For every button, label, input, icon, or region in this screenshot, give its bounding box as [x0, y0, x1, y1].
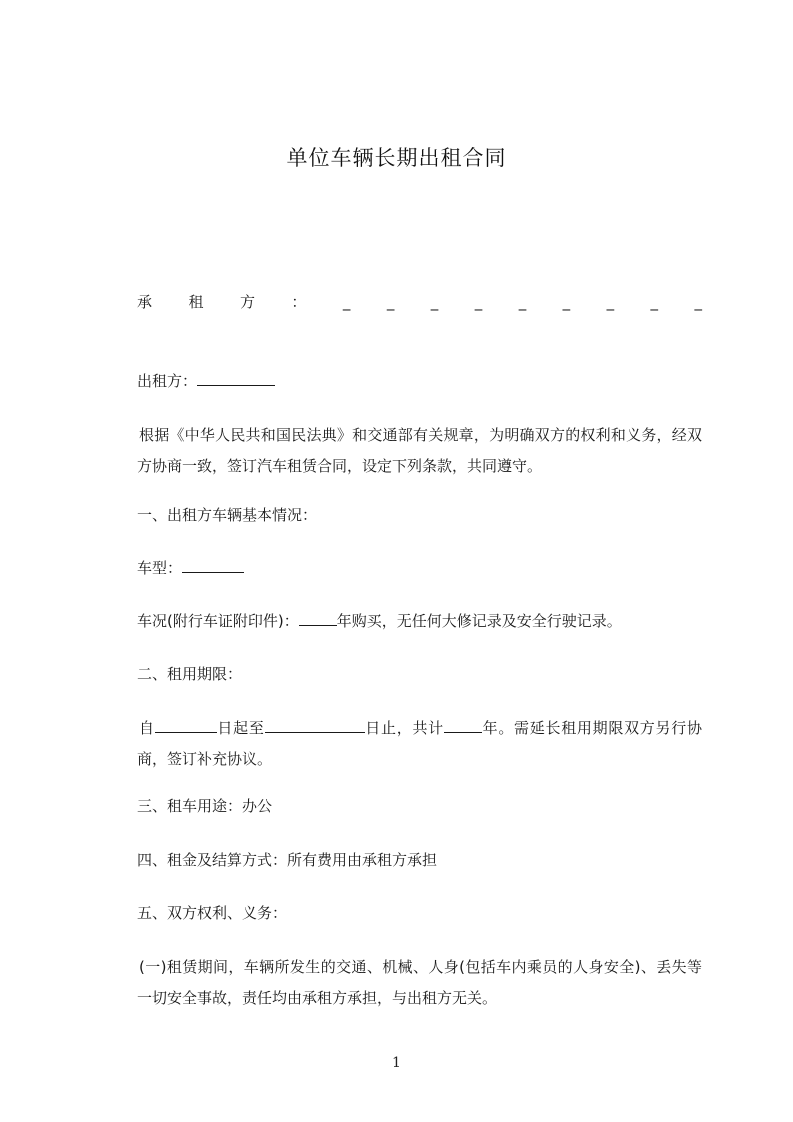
tenant-blank-mark: _: [386, 293, 395, 311]
section-3-text: 三、租车用途：办公: [137, 797, 273, 815]
section-5-heading: 五、双方权利、义务：: [137, 904, 288, 922]
section-1-heading: 一、出租方车辆基本情况：: [137, 506, 318, 524]
document-title: 单位车辆长期出租合同: [286, 146, 507, 170]
lessor-name-blank[interactable]: [197, 371, 275, 386]
tenant-blank-mark: _: [474, 293, 483, 311]
tenant-blank-mark: _: [694, 293, 702, 311]
tenant-label-char-1: 承: [137, 293, 153, 311]
rental-period-paragraph: [137, 713, 702, 775]
page-number: 1: [392, 1055, 401, 1071]
total-years-blank[interactable]: [444, 718, 482, 733]
lessor-line: [137, 366, 702, 396]
vehicle-condition-line: [137, 606, 702, 636]
tenant-blank-mark: _: [562, 293, 571, 311]
tenant-blank-mark: _: [518, 293, 527, 311]
start-date-blank[interactable]: [155, 718, 217, 733]
preamble-text: 根据《中华人民共和国民法典》和交通部有关规章，为明确双方的权利和义务，经双方协商一致，签订汽车租赁合同，设定下列条款，共同遵守。: [137, 426, 702, 475]
tenant-blank-mark: _: [342, 293, 351, 311]
tenant-blank-mark: _: [606, 293, 615, 311]
tenant-blank-mark: _: [650, 293, 659, 311]
rental-period-from: 自: [139, 719, 155, 737]
rental-period-start-suffix: 日起至: [216, 719, 265, 737]
vehicle-condition-text: 年购买，无任何大修记录及安全行驶记录。: [336, 612, 622, 630]
tenant-label-char-3: 方: [239, 293, 255, 311]
tenant-line: [137, 287, 702, 317]
tenant-blank-mark: _: [430, 293, 439, 311]
vehicle-model-line: [137, 553, 702, 583]
preamble-paragraph: [137, 420, 702, 482]
rental-period-end-suffix: 日止，共计: [364, 719, 444, 737]
section-2-heading: 二、租用期限：: [137, 665, 243, 683]
tenant-colon: ：: [291, 293, 307, 311]
vehicle-model-label: 车型：: [137, 559, 183, 577]
vehicle-model-blank[interactable]: [182, 558, 244, 573]
purchase-year-blank[interactable]: [299, 611, 337, 626]
clause-1-text: (一)租赁期间，车辆所发生的交通、机械、人身(包括车内乘员的人身安全)、丢失等一切安全事故，责任均由承租方承担，与出租方无关。: [137, 958, 702, 1007]
lessor-label: 出租方：: [137, 372, 198, 390]
vehicle-condition-label: 车况(附行车证附印件)：: [137, 612, 299, 630]
tenant-label-char-2: 租: [188, 293, 204, 311]
section-4-text: 四、租金及结算方式：所有费用由承租方承担: [137, 851, 438, 869]
rental-period-rest: 年。需延长租用期限双方另行协商，签订补充协议。: [137, 719, 702, 768]
section-5-clause-1: [137, 952, 702, 1014]
end-date-blank[interactable]: [265, 718, 365, 733]
